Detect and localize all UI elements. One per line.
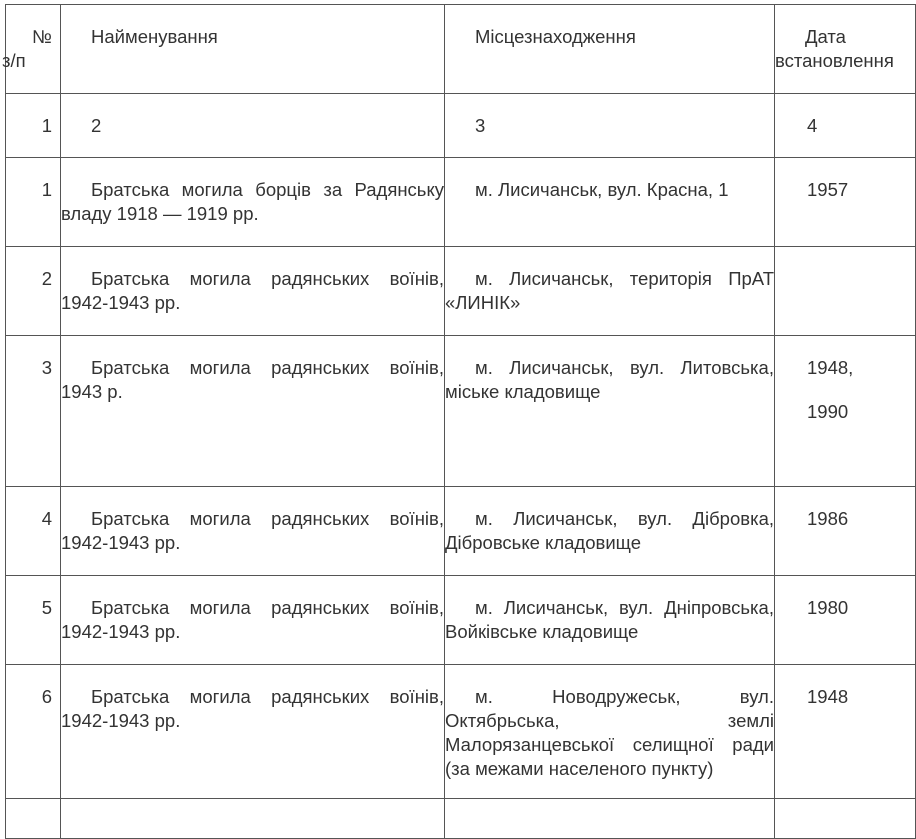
row-location xyxy=(445,336,775,487)
row-location-text: м. Лисичанськ, вул. Дніпровська, Войківське кладовище xyxy=(445,597,774,642)
row-date xyxy=(775,576,916,665)
monuments-table xyxy=(2,4,916,839)
index-cell-1: 1 xyxy=(6,94,61,158)
index-cell-3 xyxy=(445,94,775,158)
index-cell-3-text: 3 xyxy=(475,115,486,136)
row-name xyxy=(61,336,445,487)
header-name-cell xyxy=(61,5,445,94)
header-date-cell xyxy=(775,5,916,94)
table-row xyxy=(6,487,916,576)
row-name-text: Братська могила борців за Радянську владу 1918 — 1919 рр. xyxy=(61,179,444,224)
row-name-text: Братська могила радянських воїнів, 1943 р. xyxy=(61,357,444,402)
row-name-text: Братська могила радянських воїнів, 1942-1943 рр. xyxy=(61,508,444,553)
header-num-cell xyxy=(2,5,61,94)
row-name-text: Братська могила радянських воїнів, 1942-1943 рр. xyxy=(61,268,444,313)
row-name-text: Братська могила радянських воїнів, 1942-1943 рр. xyxy=(61,597,444,642)
row-location xyxy=(445,665,775,799)
header-num-sign: № xyxy=(32,26,52,47)
row-date-value: 1990 xyxy=(807,401,849,422)
row-number: 6 xyxy=(6,665,61,799)
row-name xyxy=(61,799,445,839)
row-name xyxy=(61,247,445,336)
row-location xyxy=(445,576,775,665)
row-date xyxy=(775,247,916,336)
row-name xyxy=(61,665,445,799)
row-number: 5 xyxy=(6,576,61,665)
row-location xyxy=(445,487,775,576)
header-location: Місцезнаходження xyxy=(475,26,636,47)
header-location-cell xyxy=(445,5,775,94)
row-name xyxy=(61,576,445,665)
table-row-partial xyxy=(6,799,916,839)
row-location xyxy=(445,247,775,336)
table-row xyxy=(6,158,916,247)
row-location xyxy=(445,799,775,839)
row-location-text: м. Лисичанськ, вул. Дібровка, Дібровське кладовище xyxy=(445,508,774,553)
row-number: 4 xyxy=(6,487,61,576)
row-date-value: 1957 xyxy=(807,179,849,200)
row-date-value: 1948 xyxy=(807,686,849,707)
row-date xyxy=(775,158,916,247)
row-date-value: 1948, xyxy=(807,357,854,378)
row-number xyxy=(6,799,61,839)
row-date xyxy=(775,799,916,839)
table-row xyxy=(6,336,916,487)
row-location-text: м. Новодружеськ, вул. Октябрьська, землі Малорязанцевської селищної ради (за межами населеного пункту) xyxy=(445,686,774,779)
row-name xyxy=(61,487,445,576)
row-name xyxy=(61,158,445,247)
row-date xyxy=(775,487,916,576)
row-location-text: м. Лисичанськ, вул. Красна, 1 xyxy=(475,179,729,200)
table-row xyxy=(6,665,916,799)
index-cell-2 xyxy=(61,94,445,158)
column-index-row xyxy=(6,94,916,158)
row-location xyxy=(445,158,775,247)
index-cell-4: 4 xyxy=(775,94,916,158)
header-name: Найменування xyxy=(91,26,218,47)
row-location-text: м. Лисичанськ, територія ПрАТ «ЛИНІК» xyxy=(445,268,774,313)
header-date-line2: встановлення xyxy=(775,50,894,71)
row-name-text: Братська могила радянських воїнів, 1942-1943 рр. xyxy=(61,686,444,731)
row-location-text: м. Лисичанськ, вул. Литовська, міське кладовище xyxy=(445,357,774,402)
header-num-sub: з/п xyxy=(2,50,26,71)
row-number: 2 xyxy=(6,247,61,336)
row-number: 1 xyxy=(6,158,61,247)
index-cell-2-text: 2 xyxy=(91,115,102,136)
row-date xyxy=(775,336,916,487)
header-date-line1: Дата xyxy=(805,26,846,47)
row-date-value: 1986 xyxy=(807,508,849,529)
table-row xyxy=(6,576,916,665)
row-date xyxy=(775,665,916,799)
row-date-value: 1980 xyxy=(807,597,849,618)
table-row xyxy=(6,247,916,336)
row-number: 3 xyxy=(6,336,61,487)
date-spacer xyxy=(807,380,915,400)
table-header-row xyxy=(6,5,916,94)
